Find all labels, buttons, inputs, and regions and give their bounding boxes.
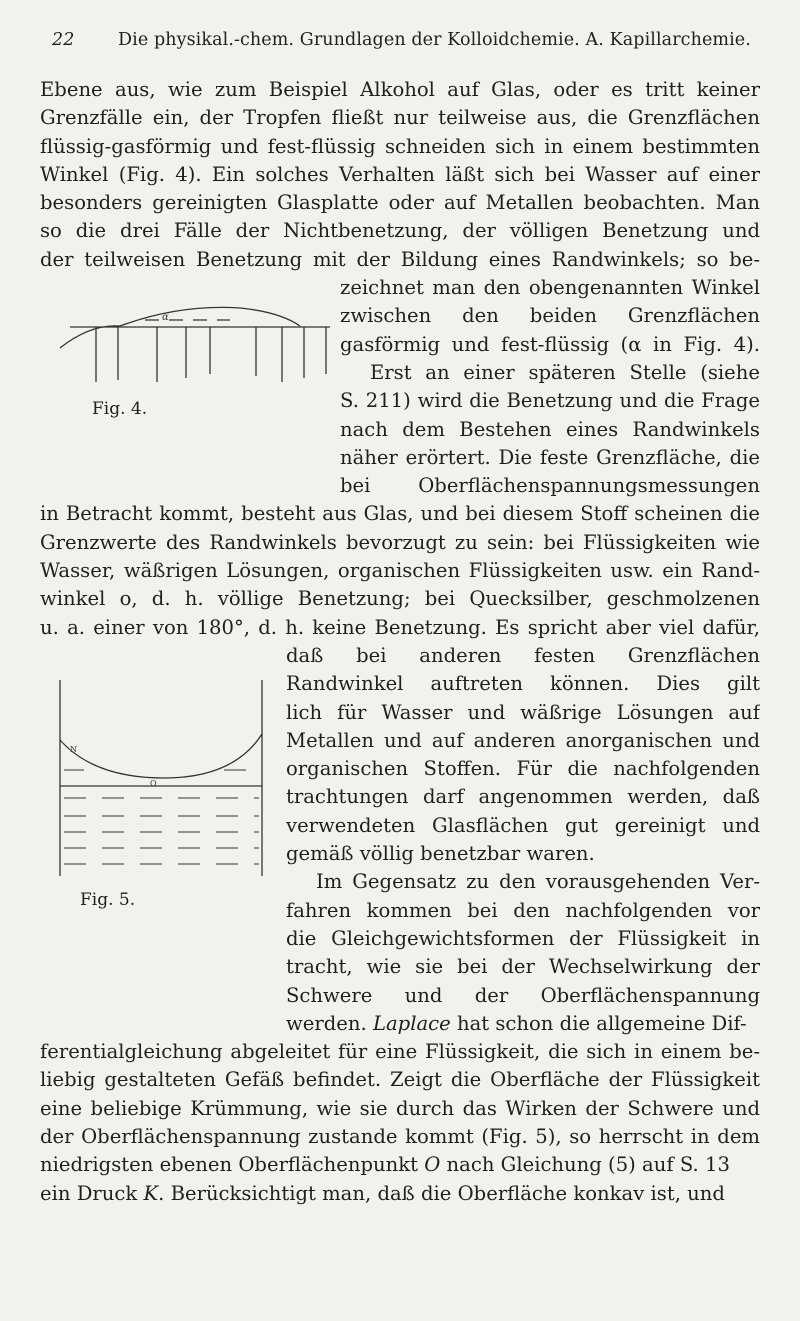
text-line: organischen Stoffen. Für die nachfolgenden [286,757,760,781]
author-name: Laplace [372,1011,451,1035]
figure-4 [50,300,340,395]
text-line: u. a. einer von 180°, d. h. keine Benetzung. Es spricht aber viel dafür, [40,615,760,639]
text-line: zeichnet man den obengenannten Winkel [340,276,760,300]
text-line: der teilweisen Benetzung mit der Bildung eines Randwinkels; so be- [40,247,760,271]
text-line: nach dem Bestehen eines Randwinkels [340,417,760,441]
fig4-drop-left-curve [60,326,120,348]
text-line: bei Oberflächenspannungsmessungen [340,474,760,498]
text-line: Randwinkel auftreten können. Dies gilt [286,672,760,696]
text-line: flüssig-gasförmig und fest-flüssig schneiden sich in einem bestimmten [40,134,760,158]
text-fragment: niedrigsten ebenen Oberflächenpunkt [40,1153,425,1177]
text-line [40,1151,760,1179]
text-line: Winkel (Fig. 4). Ein solches Verhalten läßt sich bei Wasser auf einer [40,162,760,186]
text-line: gemäß völlig benetzbar waren. [286,842,595,866]
fig4-angle-label: α [162,312,169,323]
fig5-caption: Fig. 5. [80,890,136,910]
text-line: Ebene aus, wie zum Beispiel Alkohol auf Glas, oder es tritt keiner [40,78,760,101]
text-line: Im Gegensatz zu den vorausgehenden Ver- [316,870,760,894]
figure-5 [54,678,269,878]
running-header [52,30,752,50]
text-line: liebig gestalteten Gefäß befindet. Zeigt die Oberfläche der Flüssigkeit [40,1068,760,1092]
text-line [286,1010,760,1038]
text-line: in Betracht kommt, besteht aus Glas, und bei diesem Stoff scheinen die [40,502,760,526]
text-line: trachtungen darf angenommen werden, daß [286,785,760,809]
text-fragment: hat schon die allgemeine Dif- [450,1011,747,1035]
text-line: Erst an einer späteren Stelle (siehe [370,360,760,384]
text-line: Metallen und auf anderen anorganischen und [286,728,760,752]
text-line: Schwere und der Oberflächenspannung [286,983,760,1007]
text-line: der Oberflächenspannung zustande kommt (Fig. 5), so herrscht in dem [40,1124,760,1148]
text-line: so die drei Fälle der Nichtbenetzung, der völligen Benetzung und [40,219,760,243]
text-line: verwendeten Glasflächen gut gereinigt und [286,813,760,837]
text-line: eine beliebige Krümmung, wie sie durch das Wirken der Schwere und [40,1096,760,1120]
text-line: winkel o, d. h. völlige Benetzung; bei Quecksilber, geschmolzenen [40,587,760,611]
running-title: Die physikal.-chem. Grundlagen der Kolloidchemie. A. Kapillarchemie. [118,30,751,50]
text-line: tracht, wie sie bei der Wechselwirkung der [286,955,760,979]
text-fragment: werden. [286,1011,367,1035]
text-line: Grenzfälle ein, der Tropfen fließt nur teilweise aus, die Grenzflächen [40,106,760,130]
text-line: Grenzwerte des Randwinkels bevorzugt zu sein: bei Flüssigkeiten wie [40,530,760,554]
text-line: näher erörtert. Die feste Grenzfläche, die [340,445,760,469]
text-line: ferentialgleichung abgeleitet für eine Flüssigkeit, die sich in einem be- [40,1040,760,1064]
fig5-label-o: O [150,779,157,788]
fig4-caption: Fig. 4. [92,399,148,419]
text-line: daß bei anderen festen Grenzflächen [286,643,760,667]
page-number: 22 [52,30,75,50]
symbol-o: O [424,1153,441,1177]
text-fragment: . Berücksichtigt man, daß die Oberfläche konkav ist, und [158,1181,725,1205]
text-fragment: nach Gleichung (5) auf S. 13 [440,1153,730,1177]
fig5-meniscus [60,734,262,778]
text-line: besonders gereinigten Glasplatte oder auf Metallen beobachten. Man [40,191,760,215]
text-line: lich für Wasser und wäßrige Lösungen auf [286,700,760,724]
text-fragment: ein Druck [40,1181,144,1205]
fig5-label-n: N [70,745,77,754]
text-line: Wasser, wäßrigen Lösungen, organischen Flüssigkeiten usw. ein Rand- [40,559,760,583]
body-text [40,76,760,1208]
symbol-k: K [143,1181,159,1205]
text-line: fahren kommen bei den nachfolgenden vor [286,898,760,922]
text-line: S. 211) wird die Benetzung und die Frage [340,389,760,413]
fig4-drop-top-curve [120,307,300,326]
text-line: die Gleichgewichtsformen der Flüssigkeit in [286,926,760,950]
text-line: zwischen den beiden Grenzflächen [340,304,760,328]
text-line [40,1180,760,1208]
text-line: gasförmig und fest-flüssig (α in Fig. 4). [340,332,760,356]
